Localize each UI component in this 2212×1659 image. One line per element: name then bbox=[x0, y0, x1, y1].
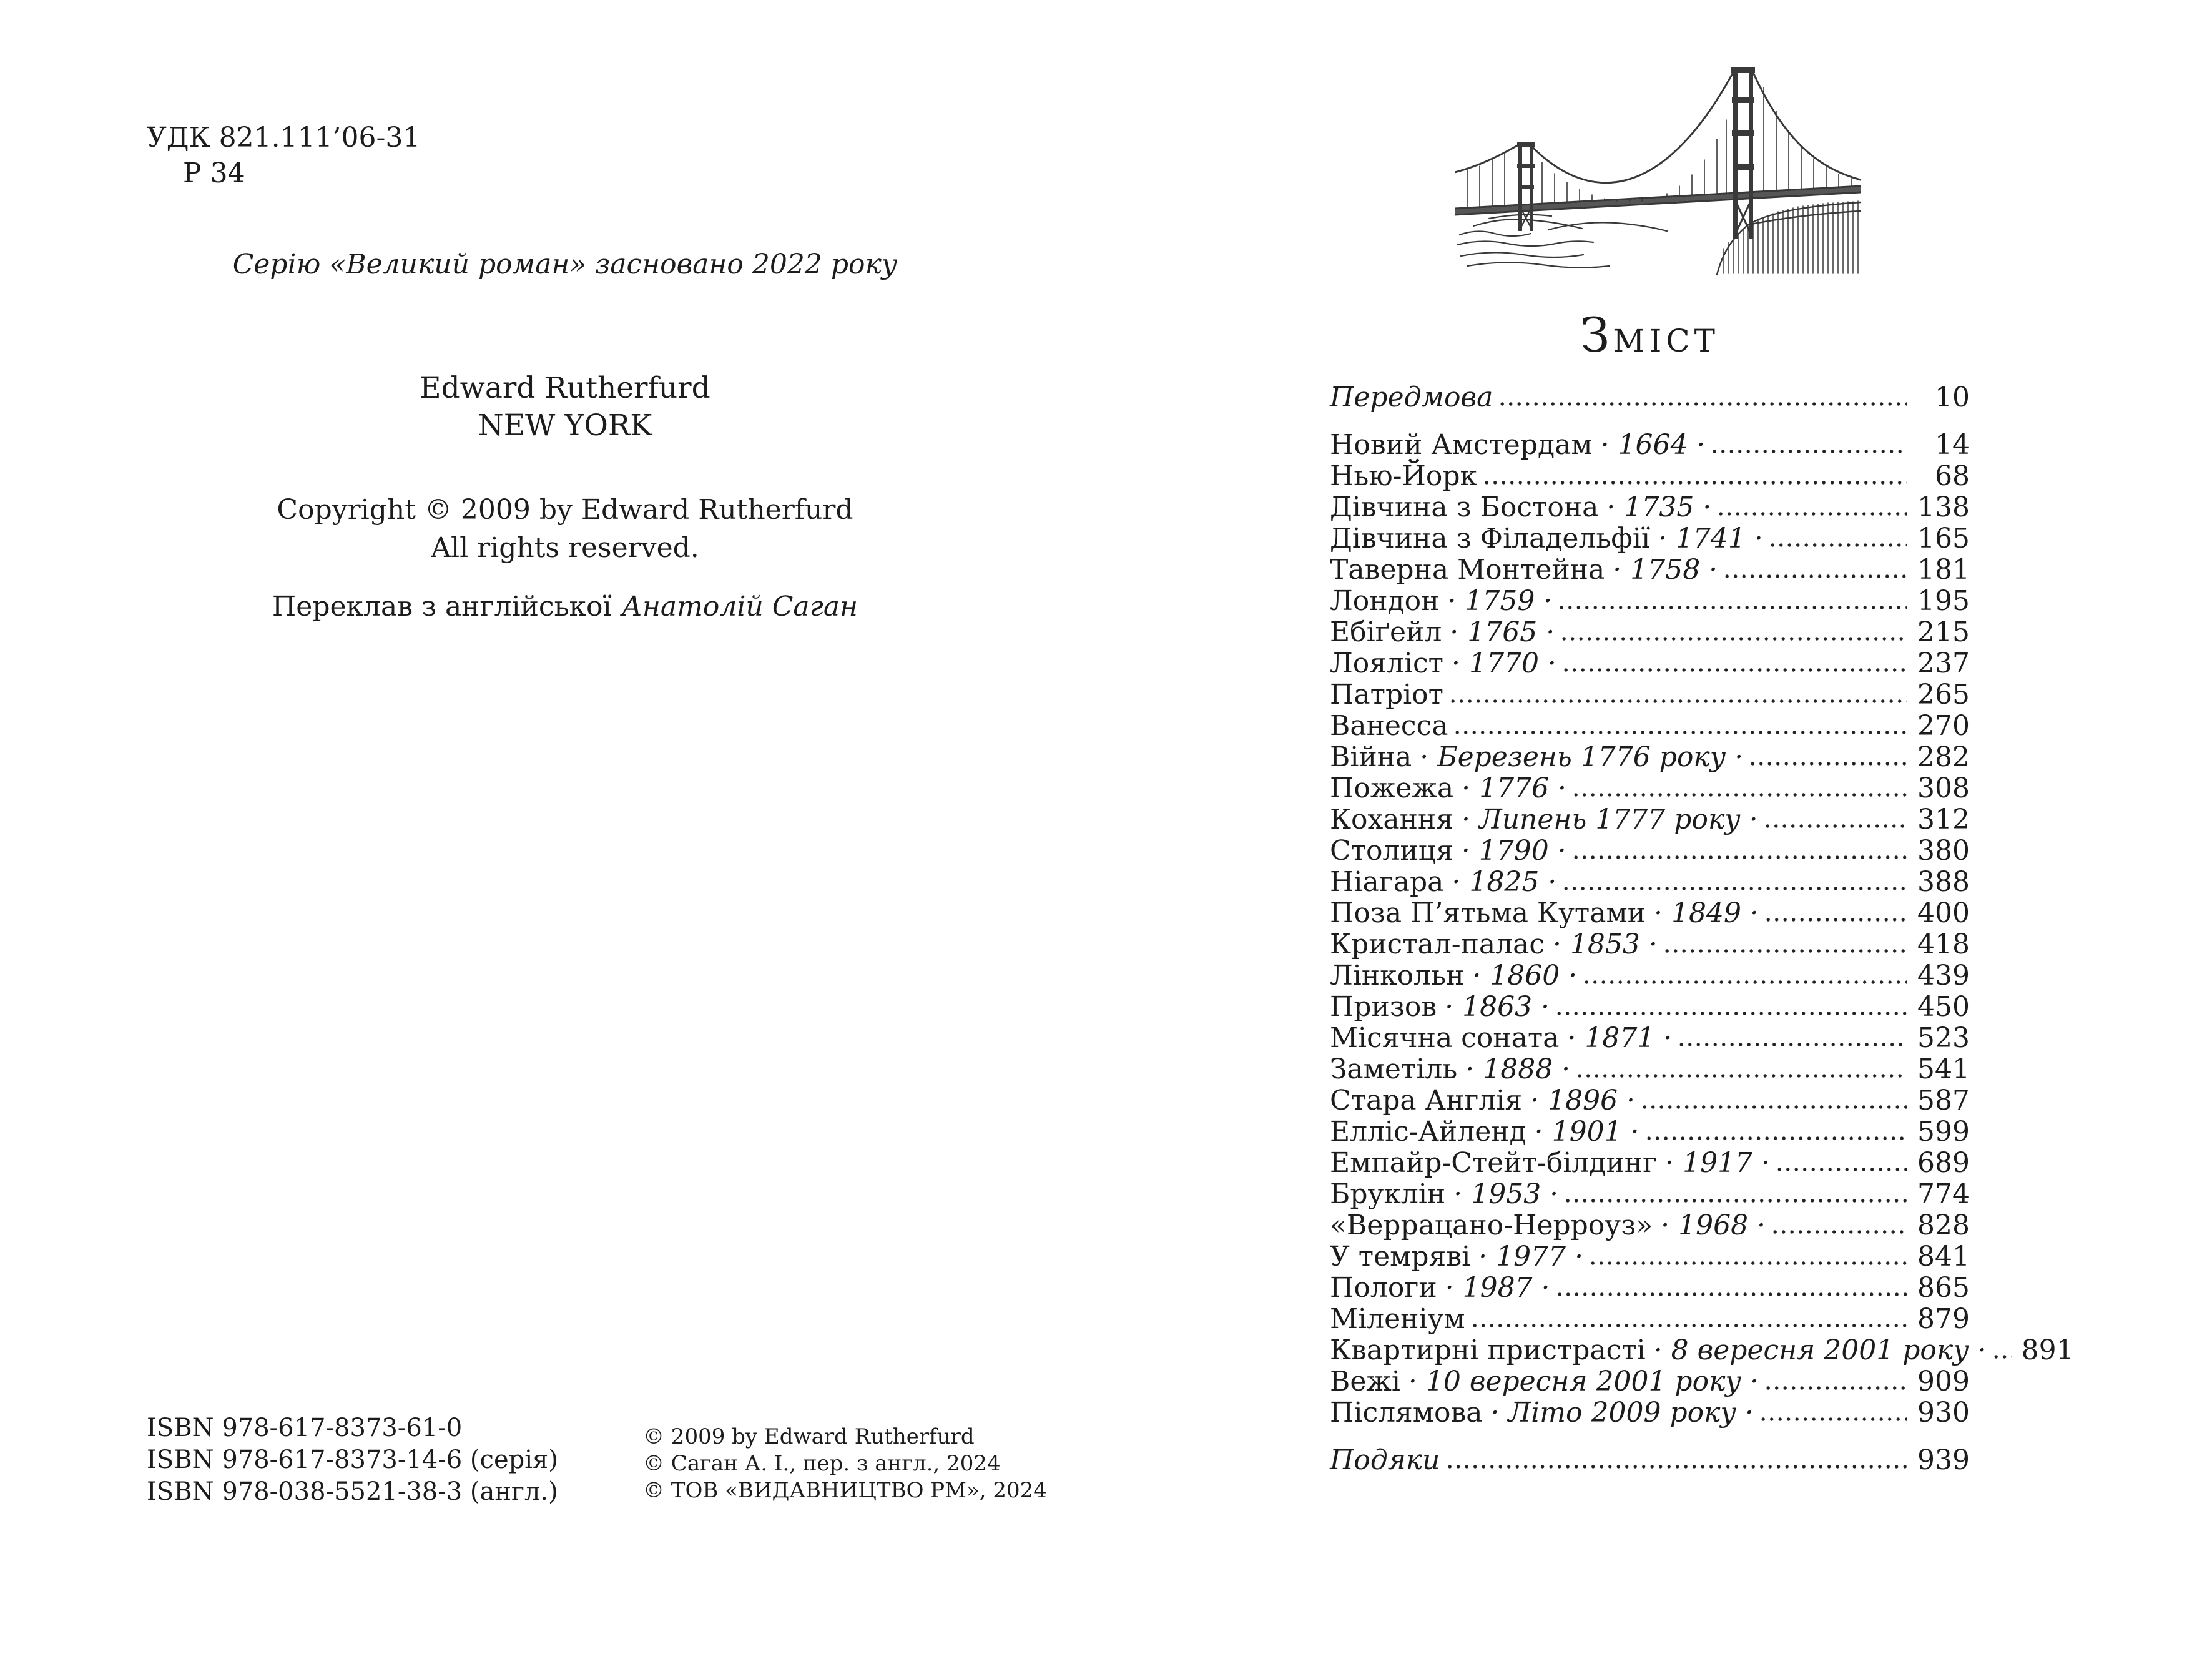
copyright-line: Copyright © 2009 by Edward Rutherfurd bbox=[277, 494, 853, 526]
toc-leader-dots bbox=[1771, 543, 1907, 548]
udk-author-code: Р 34 bbox=[183, 157, 245, 189]
toc-entry-date: · 1871 · bbox=[1567, 1022, 1673, 1054]
toc-entry-title: Нью-Йорк bbox=[1330, 460, 1478, 492]
toc-entry-page: 400 bbox=[1917, 897, 1970, 929]
toc-entry-title: Новий Амстердам bbox=[1330, 429, 1593, 461]
toc-row bbox=[1330, 1304, 1970, 1335]
toc-entry-date: · Літо 2009 року · bbox=[1490, 1397, 1754, 1429]
toc-leader-dots bbox=[1766, 824, 1907, 829]
toc-leader-dots bbox=[1564, 667, 1907, 672]
bridge-far-tower bbox=[1517, 142, 1535, 231]
toc-row bbox=[1330, 617, 1970, 648]
toc-entry-date: · 1849 · bbox=[1654, 897, 1759, 929]
toc-list bbox=[1330, 382, 2074, 1476]
toc-row bbox=[1330, 1085, 1970, 1116]
toc-entry-page: 282 bbox=[1917, 741, 1970, 773]
toc-entry-page: 10 bbox=[1935, 382, 1970, 413]
toc-entry-title: Емпайр-Стейт-білдинг bbox=[1330, 1147, 1658, 1179]
toc-entry-title: «Веррацано-Нерроуз» bbox=[1330, 1209, 1653, 1241]
toc-row bbox=[1330, 742, 1970, 773]
toc-row bbox=[1330, 1334, 2074, 1366]
toc-leader-dots bbox=[1485, 480, 1907, 485]
toc-row bbox=[1330, 1148, 1970, 1179]
colophon-line: © ТОВ «ВИДАВНИЦТВО РМ», 2024 bbox=[643, 1478, 1047, 1503]
toc-entry-title: Дівчина з Бостона bbox=[1330, 491, 1599, 523]
toc-leader-dots bbox=[1473, 1323, 1907, 1328]
toc-entry-title: Ебіґейл bbox=[1330, 616, 1442, 648]
toc-row bbox=[1330, 648, 1970, 679]
toc-entry-title: Призов bbox=[1330, 991, 1437, 1023]
toc-entry-page: 841 bbox=[1917, 1241, 1970, 1273]
toc-entry-page: 599 bbox=[1917, 1116, 1970, 1148]
toc-entry-title: Вежі bbox=[1330, 1366, 1400, 1397]
toc-entry-title: Пологи bbox=[1330, 1272, 1437, 1304]
toc-entry-date: · 1825 · bbox=[1452, 866, 1557, 898]
toc-leader-dots bbox=[1574, 855, 1907, 860]
toc-entry-title: Лінкольн bbox=[1330, 960, 1465, 992]
translator-prefix: Переклав з англійської bbox=[272, 591, 612, 623]
toc-entry-title: Поза П’ятьма Кутами bbox=[1330, 897, 1646, 929]
toc-row bbox=[1330, 1366, 1970, 1397]
toc-leader-dots bbox=[1773, 1229, 1907, 1234]
toc-row bbox=[1330, 1179, 1970, 1210]
series-note: Серію «Великий роман» засновано 2022 року bbox=[232, 249, 898, 280]
toc-leader-dots bbox=[1643, 1105, 1907, 1110]
toc-entry-title: Таверна Монтейна bbox=[1330, 554, 1605, 586]
rights-line: All rights reserved. bbox=[431, 532, 699, 564]
toc-entry-date: · 1765 · bbox=[1450, 616, 1555, 648]
toc-entry-page: 138 bbox=[1917, 491, 1970, 523]
toc-entry-date: · 1987 · bbox=[1445, 1272, 1550, 1304]
toc-entry-date: · Липень 1777 року · bbox=[1462, 804, 1758, 835]
toc-entry-page: 14 bbox=[1935, 429, 1970, 461]
toc-leader-dots bbox=[1564, 886, 1907, 891]
toc-entry-date: · 1741 · bbox=[1658, 523, 1763, 554]
toc-row bbox=[1330, 804, 1970, 835]
toc-leader-dots bbox=[1777, 1167, 1907, 1172]
toc-row bbox=[1330, 523, 1970, 554]
toc-entry-title: Пожежа bbox=[1330, 772, 1454, 804]
toc-entry-page: 165 bbox=[1917, 523, 1970, 554]
toc-leader-dots bbox=[1448, 1464, 1908, 1469]
toc-row bbox=[1330, 867, 1970, 898]
toc-leader-dots bbox=[1766, 917, 1907, 922]
toc-entry-date: · 1968 · bbox=[1661, 1209, 1766, 1241]
toc-entry-title: Патріот bbox=[1330, 679, 1444, 711]
toc-leader-dots bbox=[1751, 761, 1907, 766]
toc-leader-dots bbox=[1451, 699, 1907, 704]
toc-entry-page: 450 bbox=[1917, 991, 1970, 1023]
toc-entry-page: 68 bbox=[1935, 460, 1970, 492]
toc-row bbox=[1330, 1023, 1970, 1054]
toc-entry-page: 523 bbox=[1917, 1022, 1970, 1054]
toc-leader-dots bbox=[1574, 792, 1907, 797]
toc-heading-initial: З bbox=[1580, 307, 1613, 363]
toc-entry-page: 308 bbox=[1917, 772, 1970, 804]
toc-entry-page: 891 bbox=[2021, 1334, 2074, 1366]
toc-entry-page: 237 bbox=[1917, 647, 1970, 679]
toc-heading-rest: МІСТ bbox=[1613, 323, 1719, 359]
toc-leader-dots bbox=[1557, 1011, 1907, 1016]
toc-row bbox=[1330, 554, 1970, 586]
toc-leader-dots bbox=[1560, 605, 1907, 610]
toc-entry-date: · 1863 · bbox=[1445, 991, 1550, 1023]
toc-row bbox=[1330, 1397, 1970, 1429]
toc-entry-date: · 1664 · bbox=[1600, 429, 1706, 461]
toc-entry-page: 312 bbox=[1917, 804, 1970, 835]
toc-row bbox=[1330, 773, 1970, 804]
toc-row bbox=[1330, 1210, 1970, 1241]
toc-row bbox=[1330, 711, 1970, 742]
toc-entry-date: · 1888 · bbox=[1465, 1053, 1571, 1085]
toc-entry-page: 265 bbox=[1917, 679, 1970, 711]
toc-entry-date: · Березень 1776 року · bbox=[1420, 741, 1744, 773]
toc-entry-page: 388 bbox=[1917, 866, 1970, 898]
toc-entry-title: Ніагара bbox=[1330, 866, 1444, 898]
toc-row bbox=[1330, 586, 1970, 617]
toc-leader-dots bbox=[1558, 1292, 1907, 1297]
toc-row bbox=[1330, 835, 1970, 867]
suspension-bridge-sketch-svg bbox=[1455, 50, 1861, 281]
toc-entry-title: Міленіум bbox=[1330, 1303, 1465, 1335]
toc-leader-dots bbox=[1585, 980, 1907, 985]
toc-entry-date: · 1790 · bbox=[1461, 835, 1566, 867]
toc-entry-title: У темряві bbox=[1330, 1241, 1471, 1273]
toc-entry-date: · 1759 · bbox=[1447, 585, 1553, 617]
isbn-line: ISBN 978-617-8373-61-0 bbox=[147, 1414, 463, 1442]
toc-entry-date: · 1735 · bbox=[1606, 491, 1712, 523]
toc-entry-page: 215 bbox=[1917, 616, 1970, 648]
toc-entry-page: 930 bbox=[1917, 1397, 1970, 1429]
toc-entry-date: · 1860 · bbox=[1472, 960, 1578, 992]
toc-leader-dots bbox=[1761, 1417, 1907, 1422]
toc-entry-title: Місячна соната bbox=[1330, 1022, 1560, 1054]
toc-leader-dots bbox=[1725, 574, 1907, 579]
toc-leader-dots bbox=[1719, 511, 1907, 516]
toc-entry-title: Столиця bbox=[1330, 835, 1453, 867]
toc-row bbox=[1330, 960, 1970, 992]
toc-entry-date: · 1896 · bbox=[1530, 1085, 1636, 1116]
toc-entry-date: · 1977 · bbox=[1478, 1241, 1584, 1273]
toc-entry-page: 380 bbox=[1917, 835, 1970, 867]
toc-entry-title: Післямова bbox=[1330, 1397, 1483, 1429]
toc-leader-dots bbox=[1679, 1042, 1907, 1047]
colophon-block bbox=[643, 1424, 1047, 1504]
toc-entry-page: 774 bbox=[1917, 1178, 1970, 1210]
toc-entry-title: Передмова bbox=[1330, 382, 1493, 413]
toc-entry-page: 689 bbox=[1917, 1147, 1970, 1179]
toc-leader-dots bbox=[1766, 1386, 1907, 1391]
toc-entry-title: Кристал-палас bbox=[1330, 928, 1545, 960]
toc-leader-dots bbox=[1566, 1198, 1907, 1203]
toc-entry-page: 828 bbox=[1917, 1209, 1970, 1241]
toc-entry-date: · 10 вересня 2001 року · bbox=[1408, 1366, 1759, 1397]
toc-leader-dots bbox=[1647, 1136, 1907, 1141]
toc-entry-title: Стара Англія bbox=[1330, 1085, 1523, 1116]
isbn-line: ISBN 978-038-5521-38-3 (англ.) bbox=[147, 1477, 558, 1506]
toc-entry-title: Кохання bbox=[1330, 804, 1453, 835]
toc-row bbox=[1330, 679, 1970, 711]
toc-row bbox=[1330, 1273, 1970, 1304]
toc-entry-title: Елліс-Айленд bbox=[1330, 1116, 1526, 1148]
colophon-line: © 2009 by Edward Rutherfurd bbox=[643, 1424, 975, 1449]
toc-entry-page: 879 bbox=[1917, 1303, 1970, 1335]
toc-entry-date: · 1770 · bbox=[1451, 647, 1556, 679]
toc-row bbox=[1330, 382, 1970, 413]
toc-row bbox=[1330, 1116, 1970, 1148]
toc-entry-page: 909 bbox=[1917, 1366, 1970, 1397]
toc-entry-title: Дівчина з Філадельфії bbox=[1330, 523, 1650, 554]
toc-entry-date: · 8 вересня 2001 року · bbox=[1653, 1334, 1987, 1366]
original-author: Edward Rutherfurd bbox=[420, 371, 710, 405]
toc-row bbox=[1330, 929, 1970, 960]
toc-leader-dots bbox=[1994, 1354, 2012, 1359]
toc-heading bbox=[1330, 307, 1970, 363]
toc-leader-dots bbox=[1455, 730, 1907, 735]
toc-entry-page: 439 bbox=[1917, 960, 1970, 992]
toc-entry-page: 270 bbox=[1917, 710, 1970, 742]
toc-entry-title: Війна bbox=[1330, 741, 1412, 773]
toc-entry-title: Лояліст bbox=[1330, 647, 1443, 679]
toc-leader-dots bbox=[1665, 948, 1907, 953]
toc-row bbox=[1330, 898, 1970, 929]
toc-entry-date: · 1758 · bbox=[1613, 554, 1718, 586]
toc-leader-dots bbox=[1591, 1261, 1907, 1266]
copyright-block bbox=[94, 491, 1036, 567]
toc-entry-title: Заметіль bbox=[1330, 1053, 1458, 1085]
toc-leader-dots bbox=[1500, 401, 1907, 406]
toc-entry-date: · 1853 · bbox=[1552, 928, 1658, 960]
translator-line bbox=[94, 591, 1036, 623]
toc-entry-page: 541 bbox=[1917, 1053, 1970, 1085]
toc-row bbox=[1330, 1241, 1970, 1273]
bridge-main-tower bbox=[1731, 67, 1755, 239]
toc-entry-title: Бруклін bbox=[1330, 1178, 1446, 1210]
toc-entry-title: Ванесса bbox=[1330, 710, 1448, 742]
toc-row bbox=[1330, 430, 1970, 461]
udk-classification-block bbox=[147, 120, 420, 191]
translator-name: Анатолій Саган bbox=[621, 591, 858, 623]
title-block bbox=[94, 370, 1036, 445]
bridge-illustration bbox=[1455, 50, 1861, 281]
toc-entry-page: 587 bbox=[1917, 1085, 1970, 1116]
toc-entry-page: 418 bbox=[1917, 928, 1970, 960]
toc-row bbox=[1330, 461, 1970, 492]
toc-entry-title: Квартирні пристрасті bbox=[1330, 1334, 1646, 1366]
udk-line: УДК 821.111’06-31 bbox=[147, 122, 421, 154]
toc-entry-page: 181 bbox=[1917, 554, 1970, 586]
toc-entry-page: 939 bbox=[1917, 1444, 1970, 1476]
toc-entry-title: Подяки bbox=[1330, 1444, 1440, 1476]
isbn-block bbox=[147, 1412, 558, 1508]
isbn-line: ISBN 978-617-8373-14-6 (серія) bbox=[147, 1445, 558, 1474]
original-title: NEW YORK bbox=[478, 408, 652, 443]
toc-row bbox=[1330, 1054, 1970, 1085]
toc-entry-date: · 1776 · bbox=[1462, 772, 1567, 804]
toc-entry-title: Лондон bbox=[1330, 585, 1440, 617]
toc-entry-date: · 1901 · bbox=[1534, 1116, 1639, 1148]
toc-row bbox=[1330, 992, 1970, 1023]
toc-row bbox=[1330, 1445, 1970, 1476]
toc-entry-page: 195 bbox=[1917, 585, 1970, 617]
colophon-line: © Саган А. І., пер. з англ., 2024 bbox=[643, 1451, 1001, 1476]
toc-entry-page: 865 bbox=[1917, 1272, 1970, 1304]
toc-row bbox=[1330, 492, 1970, 523]
toc-leader-dots bbox=[1578, 1073, 1907, 1078]
toc-leader-dots bbox=[1562, 636, 1907, 641]
toc-leader-dots bbox=[1713, 449, 1907, 454]
toc-entry-date: · 1953 · bbox=[1453, 1178, 1559, 1210]
toc-entry-date: · 1917 · bbox=[1665, 1147, 1771, 1179]
